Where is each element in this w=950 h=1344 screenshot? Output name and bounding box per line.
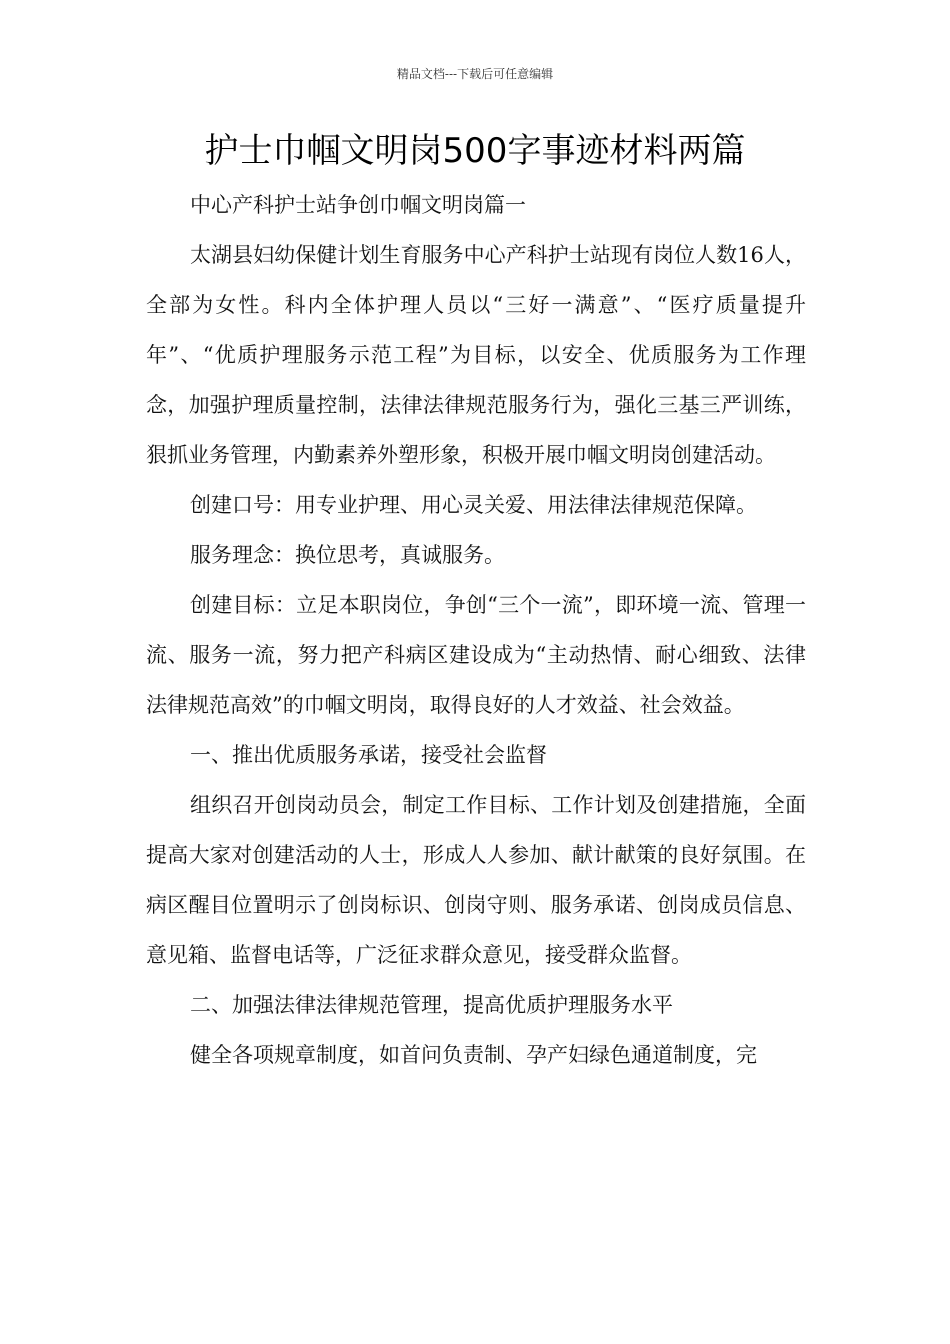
paragraph: 创建口号：用专业护理、用心灵关爱、用法律法律规范保障。 <box>190 493 757 517</box>
paragraph: 太湖县妇幼保健计划生育服务中心产科护士站现有岗位人数16人，全部为女性。科内全体护理人员以“三好一满意”、“医疗质量提升年”、“优质护理服务示范工程”为目标，以安全、优质服务为工作理念，加强护理质量控制，法律法律规范服务行为，强化三基三严训练，狠抓业务管理，内勤素养外塑形象，积极开展巾帼文明岗创建活动。 <box>146 243 806 467</box>
section-heading: 一、推出优质服务承诺，接受社会监督 <box>190 743 547 767</box>
paragraph: 服务理念：换位思考，真诚服务。 <box>190 543 505 567</box>
document-body <box>146 180 806 1080</box>
section-heading: 中心产科护士站争创巾帼文明岗篇一 <box>190 193 526 217</box>
document-title: 护士巾帼文明岗500字事迹材料两篇 <box>204 131 746 171</box>
paragraph: 健全各项规章制度，如首问负责制、孕产妇绿色通道制度，完 <box>190 1043 757 1067</box>
paragraph: 创建目标：立足本职岗位，争创“三个一流”，即环境一流、管理一流、服务一流，努力把产科病区建设成为“主动热情、耐心细致、法律法律规范高效”的巾帼文明岗，取得良好的人才效益、社会效益。 <box>146 593 806 717</box>
header-note: 精品文档---下载后可任意编辑 <box>396 67 554 81</box>
paragraph: 组织召开创岗动员会，制定工作目标、工作计划及创建措施，全面提高大家对创建活动的人士，形成人人参加、献计献策的良好氛围。在病区醒目位置明示了创岗标识、创岗守则、服务承诺、创岗成员信息、意见箱、监督电话等，广泛征求群众意见，接受群众监督。 <box>146 793 806 967</box>
section-heading: 二、加强法律法律规范管理，提高优质护理服务水平 <box>190 993 673 1017</box>
